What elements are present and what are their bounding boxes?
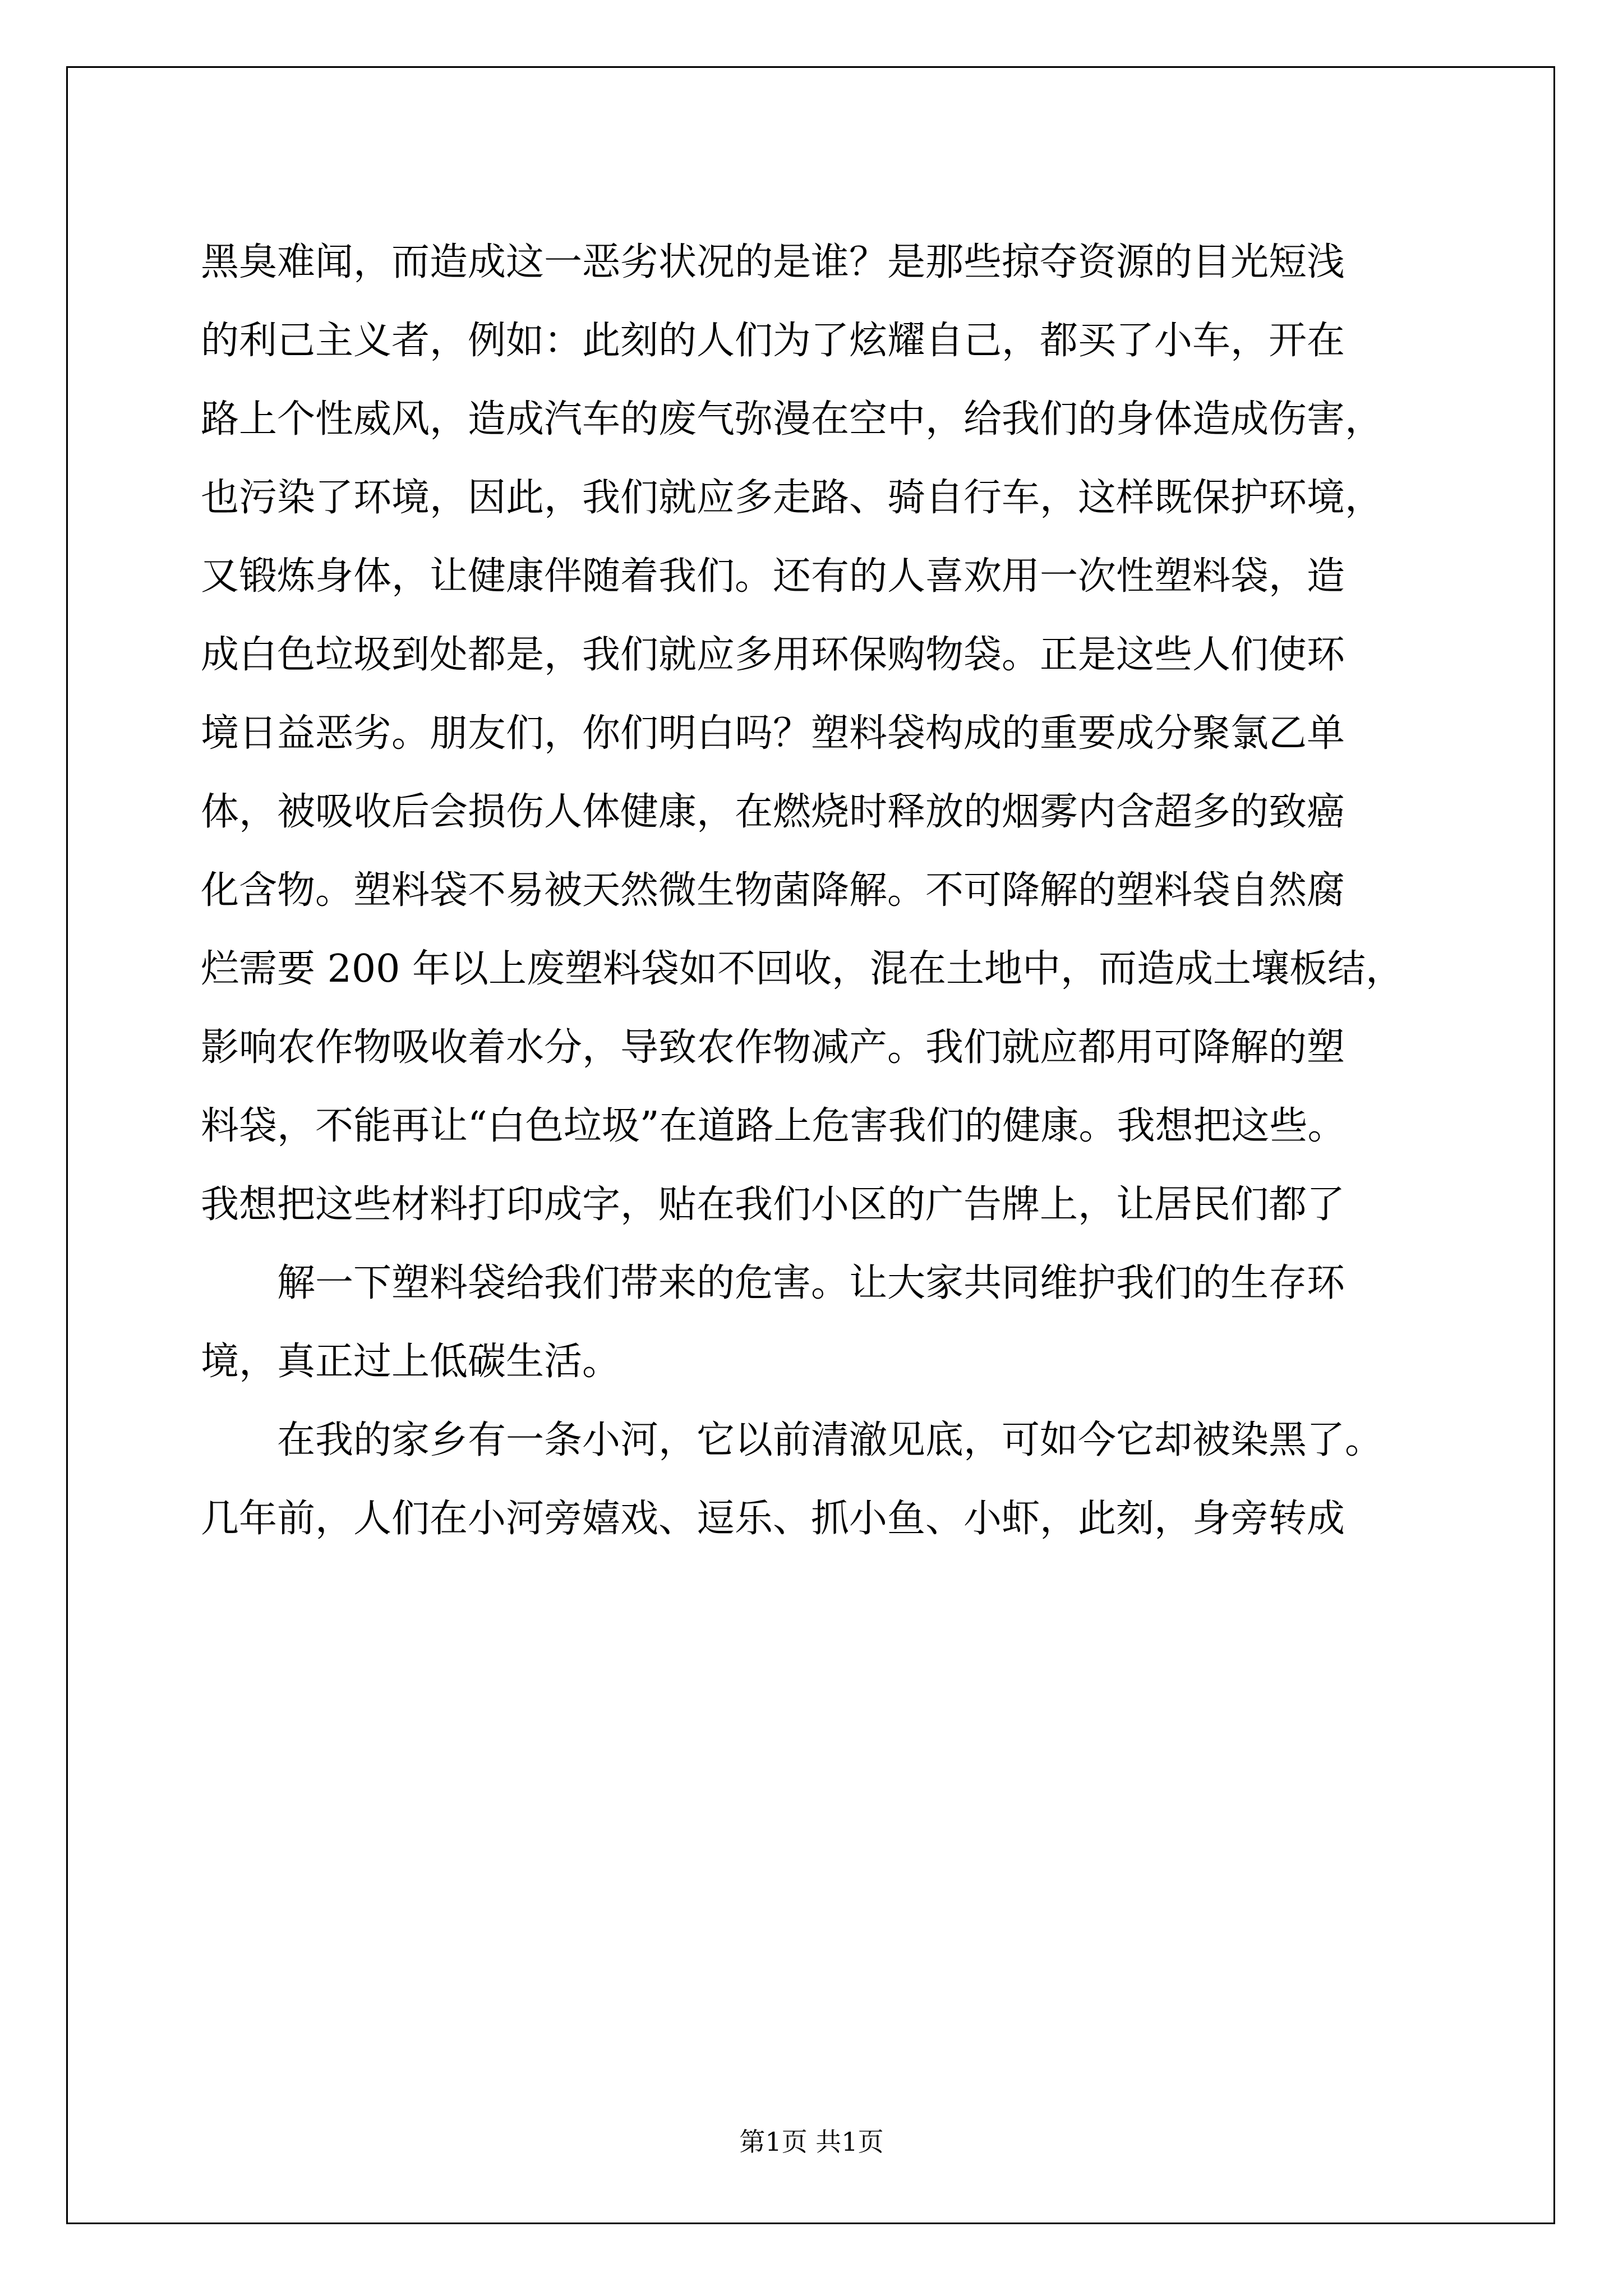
text-line-1: 黑臭难闻，而造成这一恶劣状况的是谁？是那些掠夺资源的目光短浅 (201, 240, 1345, 284)
page-footer: 第1页 共1页 (739, 2127, 884, 2157)
text-line-6: 成白色垃圾到处都是，我们就应多用环保购物袋。正是这些人们使环 (201, 633, 1345, 677)
text-line-17: 几年前，人们在小河旁嬉戏、逗乐、抓小鱼、小虾，此刻，身旁转成 (201, 1497, 1345, 1541)
text-line-8: 体，被吸收后会损伤人体健康，在燃烧时释放的烟雾内含超多的致癌 (201, 790, 1345, 834)
text-line-5: 又锻炼身体，让健康伴随着我们。还有的人喜欢用一次性塑料袋，造 (201, 554, 1345, 599)
text-line-3: 路上个性威风，造成汽车的废气弥漫在空中，给我们的身体造成伤害， (201, 397, 1384, 441)
text-line-9: 化含物。塑料袋不易被天然微生物菌降解。不可降解的塑料袋自然腐 (201, 868, 1345, 913)
text-line-11: 影响农作物吸收着水分，导致农作物减产。我们就应都用可降解的塑 (201, 1025, 1345, 1070)
text-line-10: 烂需要 200 年以上废塑料袋如不回收，混在土地中，而造成土壤板结， (201, 947, 1404, 991)
text-line-15: 境，真正过上低碳生活。 (201, 1340, 621, 1384)
text-line-2: 的利己主义者，例如：此刻的人们为了炫耀自己，都买了小车，开在 (201, 319, 1345, 363)
text-line-14: 解一下塑料袋给我们带来的危害。让大家共同维护我们的生存环 (277, 1261, 1345, 1305)
text-line-4: 也污染了环境，因此，我们就应多走路、骑自行车，这样既保护环境， (201, 476, 1384, 520)
text-line-13: 我想把这些材料打印成字，贴在我们小区的广告牌上，让居民们都了 (201, 1182, 1345, 1227)
text-line-7: 境日益恶劣。朋友们，你们明白吗？塑料袋构成的重要成分聚氯乙单 (201, 711, 1345, 756)
text-line-16: 在我的家乡有一条小河，它以前清澈见底，可如今它却被染黑了。 (277, 1418, 1384, 1462)
text-line-12: 料袋，不能再让“白色垃圾”在道路上危害我们的健康。我想把这些。 (201, 1104, 1346, 1148)
